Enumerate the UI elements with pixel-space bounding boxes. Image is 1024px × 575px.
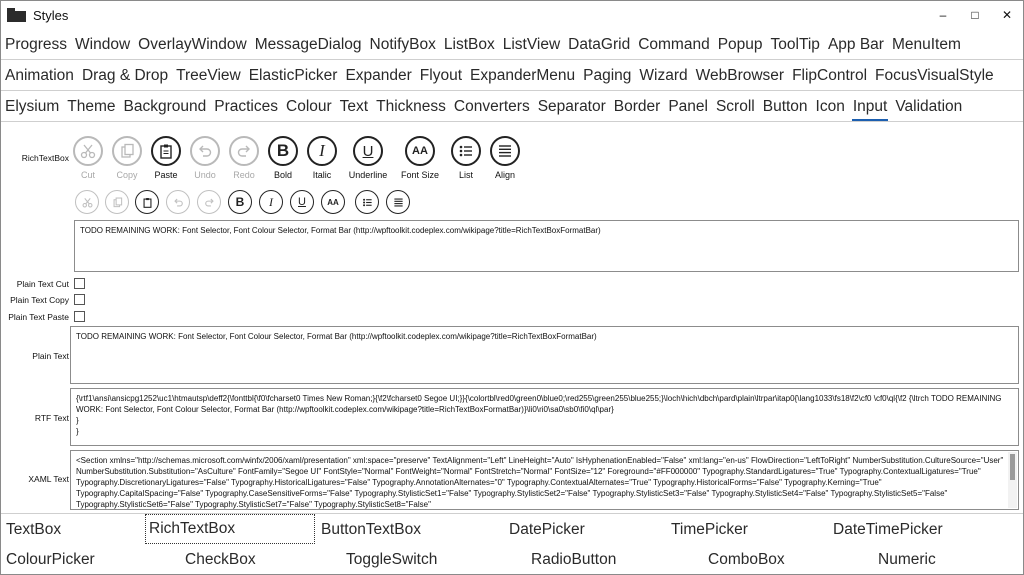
- tab-input[interactable]: Input: [849, 91, 891, 122]
- bold-label: Bold: [273, 170, 292, 180]
- tab-flipcontrol[interactable]: FlipControl: [792, 66, 868, 84]
- subtab-checkbox[interactable]: CheckBox: [185, 551, 256, 568]
- tab-button[interactable]: Button: [762, 97, 808, 115]
- tab-validation[interactable]: Validation: [895, 97, 963, 115]
- paste-icon: [151, 136, 181, 166]
- font-size-label: Font Size: [400, 170, 440, 180]
- small-italic-icon[interactable]: I: [259, 190, 283, 214]
- italic-button[interactable]: [300, 136, 344, 180]
- subtab-textbox[interactable]: TextBox: [6, 520, 62, 538]
- redo-label: Redo: [233, 170, 255, 180]
- paste-label: Paste: [154, 170, 178, 180]
- tab-scroll[interactable]: Scroll: [715, 97, 755, 115]
- subtab-richtextbox[interactable]: RichTextBox: [145, 514, 315, 544]
- tab-separator[interactable]: Separator: [537, 97, 606, 115]
- tab-text[interactable]: Text: [339, 97, 369, 115]
- tab-listbox[interactable]: ListBox: [443, 35, 495, 53]
- small-align-icon[interactable]: [386, 190, 410, 214]
- paste-button[interactable]: [144, 136, 188, 180]
- subtab-radiobutton[interactable]: RadioButton: [531, 551, 617, 568]
- list-icon: [451, 136, 481, 166]
- tab-elysium[interactable]: Elysium: [5, 97, 60, 115]
- underline-icon: U: [353, 136, 383, 166]
- subtab-colourpicker[interactable]: ColourPicker: [6, 551, 95, 568]
- rtf-text-field[interactable]: {\rtf1\ansi\ansicpg1252\uc1\htmautsp\deff2{\fonttbl{\f0\fcharset0 Times New Roman;}{\f2\fcharset0 Segoe UI;}}{\colortbl\red0\green0\blue0;\red255\green255\blue255;}\loch\hich\dbch\pard\plain\ltrpar\itap0{\lang1033\fs18\f2\cf0 \cf0\ql{\f2 {\ltrch TODO REMAINING WORK: Font Selector, Font Colour Selector, Format Bar (http://wpftoolkit.codeplex.com/wikipage?title=RichTextBoxFormatBar)}\li0\ri0\sa0\sb0\fi0\ql\par} } }: [70, 388, 1019, 446]
- tab-paging[interactable]: Paging: [583, 66, 632, 84]
- underline-button[interactable]: [346, 136, 390, 180]
- subtab-numeric[interactable]: Numeric: [878, 551, 936, 568]
- tab-elasticpicker[interactable]: ElasticPicker: [248, 66, 338, 84]
- tab-theme[interactable]: Theme: [67, 97, 116, 115]
- copy-button[interactable]: [105, 136, 149, 180]
- richtextbox-editor[interactable]: TODO REMAINING WORK: Font Selector, Font Colour Selector, Format Bar (http://wpftoolkit.codeplex.com/wikipage?title=RichTextBoxFormatBar): [74, 220, 1019, 272]
- tab-notifybox[interactable]: NotifyBox: [369, 35, 436, 53]
- maximize-button[interactable]: □: [971, 8, 979, 22]
- copy-label: Copy: [116, 170, 138, 180]
- tab-overlaywindow[interactable]: OverlayWindow: [138, 35, 247, 53]
- tab-colour[interactable]: Colour: [286, 97, 332, 115]
- undo-button[interactable]: [183, 136, 227, 180]
- tab-practices[interactable]: Practices: [214, 97, 278, 115]
- align-icon: [490, 136, 520, 166]
- subtab-datepicker[interactable]: DatePicker: [509, 520, 585, 538]
- tab-expandermenu[interactable]: ExpanderMenu: [470, 66, 576, 84]
- sub-tab-row-2: [1, 544, 1023, 575]
- subtab-combobox[interactable]: ComboBox: [708, 551, 785, 568]
- font-size-button[interactable]: [398, 136, 442, 180]
- tab-row-2: [1, 60, 1023, 91]
- list-button[interactable]: [444, 136, 488, 180]
- small-undo-icon[interactable]: [166, 190, 190, 214]
- tab-border[interactable]: Border: [613, 97, 661, 115]
- tab-panel[interactable]: Panel: [668, 97, 708, 115]
- tab-popup[interactable]: Popup: [717, 35, 763, 53]
- tab-app-bar[interactable]: App Bar: [827, 35, 884, 53]
- copy-icon: [112, 136, 142, 166]
- tab-window[interactable]: Window: [75, 35, 131, 53]
- small-redo-icon[interactable]: [197, 190, 221, 214]
- tab-datagrid[interactable]: DataGrid: [568, 35, 631, 53]
- bold-icon: B: [268, 136, 298, 166]
- tab-flyout[interactable]: Flyout: [419, 66, 463, 84]
- tab-menuitem[interactable]: MenuItem: [891, 35, 961, 53]
- input-panel: [1, 123, 1023, 513]
- plain-text-cut-label: Plain Text Cut: [16, 279, 69, 289]
- richtextbox-label: RichTextBox: [21, 153, 69, 163]
- title-bar: [1, 1, 1023, 29]
- small-underline-icon[interactable]: U: [290, 190, 314, 214]
- tab-treeview[interactable]: TreeView: [176, 66, 241, 84]
- tab-icon[interactable]: Icon: [815, 97, 845, 115]
- italic-icon: I: [307, 136, 337, 166]
- tab-command[interactable]: Command: [638, 35, 710, 53]
- xaml-text-field[interactable]: [70, 450, 1019, 510]
- plain-text-paste-label: Plain Text Paste: [8, 312, 69, 322]
- small-copy-icon[interactable]: [105, 190, 129, 214]
- minimize-button[interactable]: –: [939, 8, 947, 22]
- tab-row-3: [1, 91, 1023, 122]
- tab-row-1: [1, 29, 1023, 60]
- sub-tab-row-1: [1, 513, 1023, 544]
- window-controls: [927, 1, 1023, 29]
- redo-icon: [229, 136, 259, 166]
- small-font-size-icon[interactable]: AA: [321, 190, 345, 214]
- small-scissors-icon[interactable]: [75, 190, 99, 214]
- rtf-text-label: RTF Text: [34, 413, 69, 423]
- tab-converters[interactable]: Converters: [453, 97, 530, 115]
- underline-label: Underline: [348, 170, 388, 180]
- cut-label: Cut: [80, 170, 95, 180]
- align-button[interactable]: [483, 136, 527, 180]
- tab-animation[interactable]: Animation: [5, 66, 74, 84]
- scissors-icon: [73, 136, 103, 166]
- tab-expander[interactable]: Expander: [345, 66, 412, 84]
- tab-progress[interactable]: Progress: [5, 35, 68, 53]
- tab-webbrowser[interactable]: WebBrowser: [695, 66, 785, 84]
- plain-text-copy-label: Plain Text Copy: [10, 295, 69, 305]
- small-list-icon[interactable]: [355, 190, 379, 214]
- redo-button[interactable]: [222, 136, 266, 180]
- font-size-icon: AA: [405, 136, 435, 166]
- plain-text-cut-checkbox[interactable]: [74, 278, 85, 289]
- undo-label: Undo: [194, 170, 216, 180]
- tab-wizard[interactable]: Wizard: [639, 66, 688, 84]
- scroll-thumb[interactable]: [1010, 454, 1015, 480]
- tab-listview[interactable]: ListView: [502, 35, 561, 53]
- align-label: Align: [494, 170, 515, 180]
- xaml-text-label: XAML Text: [28, 474, 69, 484]
- italic-label: Italic: [312, 170, 332, 180]
- subtab-datetimepicker[interactable]: DateTimePicker: [833, 520, 943, 538]
- subtab-timepicker[interactable]: TimePicker: [671, 520, 748, 538]
- plain-text-label: Plain Text: [32, 351, 69, 361]
- subtab-toggleswitch[interactable]: ToggleSwitch: [346, 551, 438, 568]
- tab-thickness[interactable]: Thickness: [376, 97, 446, 115]
- undo-icon: [190, 136, 220, 166]
- small-paste-icon[interactable]: [135, 190, 159, 214]
- cut-button[interactable]: [66, 136, 110, 180]
- tab-tooltip[interactable]: ToolTip: [770, 35, 820, 53]
- plain-text-field[interactable]: TODO REMAINING WORK: Font Selector, Font Colour Selector, Format Bar (http://wpftoolkit.codeplex.com/wikipage?title=RichTextBoxFormatBar): [70, 326, 1019, 384]
- tab-drag-drop[interactable]: Drag & Drop: [81, 66, 169, 84]
- window-title: Styles: [33, 7, 69, 23]
- xaml-scrollbar[interactable]: [1008, 452, 1017, 508]
- tab-focusvisualstyle[interactable]: FocusVisualStyle: [875, 66, 994, 84]
- list-label: List: [458, 170, 473, 180]
- plain-text-copy-checkbox[interactable]: [74, 294, 85, 305]
- small-bold-icon[interactable]: B: [228, 190, 252, 214]
- tab-messagedialog[interactable]: MessageDialog: [254, 35, 362, 53]
- plain-text-paste-checkbox[interactable]: [74, 311, 85, 322]
- close-button[interactable]: ✕: [1001, 8, 1013, 22]
- bold-button[interactable]: [261, 136, 305, 180]
- xaml-text-content: <Section xmlns="http://schemas.microsoft.com/winfx/2006/xaml/presentation" xml:space="preserve" TextAlignment="Left" LineHeight="Auto" IsHyphenationEnabled="False" xml:lang="en-us" FlowDirection="LeftToRight" NumberSubstitution.CultureSource="User" NumberSubstitution.Substitution="AsCulture" FontFamily="Segoe UI" FontStyle="Normal" FontWeight="Normal" FontStretch="Normal" FontSize="12" Foreground="#FF000000" Typography.StandardLigatures="True" Typography.ContextualLigatures="True" Typography.DiscretionaryLigatures="False" Typography.HistoricalLigatures="False" Typography.AnnotationAlternates="0" Typography.ContextualAlternates="True" Typography.HistoricalForms="False" Typography.Kerning="True" Typography.CapitalSpacing="False" Typography.CaseSensitiveForms="False" Typography.StylisticSet1="False" Typography.StylisticSet2="False" Typography.StylisticSet3="False" Typography.StylisticSet4="False" Typography.StylisticSet5="False" Typography.StylisticSet6="False" Typography.StylisticSet7="False" Typography.StylisticSet8="False": [76, 456, 1004, 509]
- subtab-buttontextbox[interactable]: ButtonTextBox: [321, 520, 421, 538]
- tab-background[interactable]: Background: [123, 97, 207, 115]
- folder-icon: [7, 8, 27, 22]
